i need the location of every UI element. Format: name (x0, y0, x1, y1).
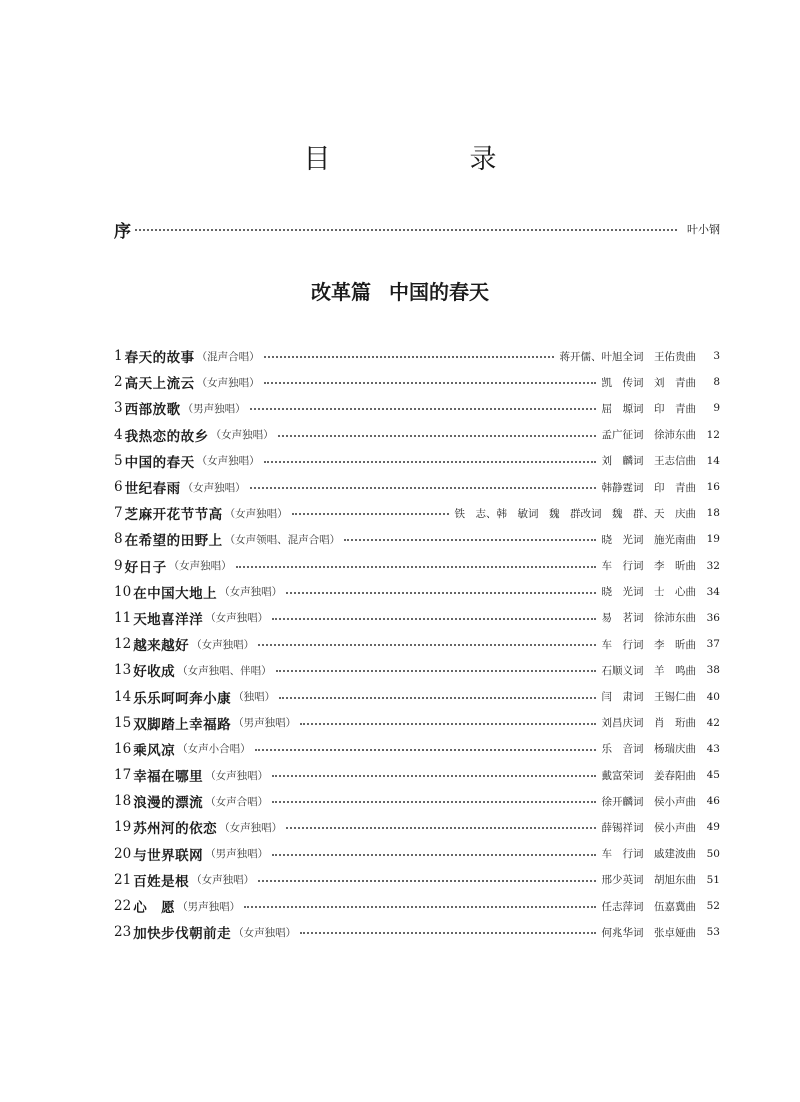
entry-voice-type: （女声领唱、混声合唱） (224, 533, 341, 546)
entry-title: 双脚踏上幸福路 (133, 716, 232, 733)
entry-voice-type: （女声独唱） (168, 560, 232, 573)
entry-title: 高天上流云 (124, 376, 195, 393)
entry-page-number: 18 (706, 507, 720, 520)
entry-voice-type: （女声独唱） (196, 376, 260, 389)
entry-page-number: 14 (706, 454, 720, 467)
entry-title: 越来越好 (133, 638, 190, 655)
dot-leader (255, 749, 596, 751)
entry-voice-type: （女声独唱） (196, 455, 260, 468)
toc-entry[interactable] (114, 683, 720, 709)
entry-page-number: 12 (706, 428, 720, 441)
entry-page-number: 46 (706, 795, 720, 808)
dot-leader (236, 566, 596, 568)
entry-credits: 凯 传词 刘 青曲 (601, 376, 696, 389)
entry-credits: 徐开麟词 侯小声曲 (601, 795, 696, 808)
dot-leader (272, 775, 595, 777)
entry-page-number: 49 (706, 821, 720, 834)
entry-page-number: 3 (713, 350, 720, 363)
toc-entry[interactable] (114, 919, 720, 945)
dot-leader (286, 592, 595, 594)
entry-number: 23 (114, 924, 132, 941)
entry-credits: 易 茗词 徐沛东曲 (601, 612, 696, 625)
entry-credits: 韩静霆词 印 青曲 (601, 481, 696, 494)
dot-leader (300, 932, 595, 934)
entry-voice-type: （女声独唱） (191, 638, 255, 651)
entry-page-number: 53 (706, 926, 720, 939)
dot-leader (258, 644, 595, 646)
entry-number: 10 (114, 583, 132, 600)
entry-credits: 晓 光词 施光南曲 (601, 533, 696, 546)
entry-voice-type: （男声独唱） (177, 900, 241, 913)
dot-leader (264, 382, 596, 384)
dot-leader (276, 670, 596, 672)
entry-voice-type: （女声独唱） (224, 507, 288, 520)
entry-credits: 车 行词 李 昕曲 (601, 560, 696, 573)
toc-entry[interactable] (114, 422, 720, 448)
entry-page-number: 45 (706, 769, 720, 782)
entry-number: 14 (114, 688, 132, 705)
entry-number: 7 (114, 505, 123, 522)
entry-page-number: 50 (706, 847, 720, 860)
toc-entry[interactable] (114, 841, 720, 867)
toc-entry[interactable] (114, 736, 720, 762)
entry-credits: 乐 音词 杨瑞庆曲 (601, 743, 696, 756)
entry-title: 芝麻开花节节高 (124, 507, 223, 524)
entry-page-number: 51 (706, 873, 720, 886)
entry-number: 20 (114, 845, 132, 862)
entry-voice-type: （女声独唱） (191, 874, 255, 887)
entry-number: 17 (114, 767, 132, 784)
entry-number: 5 (114, 452, 123, 469)
entry-title: 苏州河的依恋 (133, 821, 218, 838)
entry-number: 13 (114, 662, 132, 679)
entry-credits: 刘 麟词 王志信曲 (601, 455, 696, 468)
section-title (0, 276, 800, 308)
entry-voice-type: （女声独唱） (182, 481, 246, 494)
entry-number: 16 (114, 740, 132, 757)
entry-title: 百姓是根 (133, 873, 190, 890)
dot-leader (300, 723, 595, 725)
dot-leader (264, 356, 554, 358)
dot-leader (279, 697, 595, 699)
entry-title: 乐乐呵呵奔小康 (133, 690, 232, 707)
toc-entry[interactable] (114, 369, 720, 395)
toc-list (114, 343, 720, 945)
dot-leader (292, 513, 449, 515)
entry-page-number: 52 (706, 900, 720, 913)
entry-number: 12 (114, 636, 132, 653)
entry-credits: 任志萍词 伍嘉冀曲 (601, 900, 696, 913)
entry-credits: 闫 肃词 王锡仁曲 (601, 691, 696, 704)
entry-credits: 蒋开儒、叶旭全词 王佑贵曲 (559, 350, 696, 363)
entry-page-number: 40 (706, 690, 720, 703)
entry-page-number: 38 (706, 664, 720, 677)
toc-entry[interactable] (114, 474, 720, 500)
entry-title: 与世界联网 (133, 847, 204, 864)
entry-number: 3 (114, 400, 123, 417)
entry-page-number: 19 (706, 533, 720, 546)
toc-entry[interactable] (114, 814, 720, 840)
entry-page-number: 36 (706, 611, 720, 624)
entry-title: 在中国大地上 (133, 585, 218, 602)
toc-entry[interactable] (114, 657, 720, 683)
entry-title: 中国的春天 (124, 454, 195, 471)
page-title: 目 录 (303, 144, 553, 175)
dot-leader (272, 854, 595, 856)
entry-title: 我热恋的故乡 (124, 428, 209, 445)
entry-title: 春天的故事 (124, 350, 195, 367)
entry-voice-type: （女声独唱） (233, 926, 297, 939)
entry-voice-type: （男声独唱） (205, 848, 269, 861)
preface-label: 序 (114, 221, 131, 242)
entry-title: 世纪春雨 (124, 481, 181, 498)
toc-entry[interactable] (114, 579, 720, 605)
dot-leader (250, 487, 596, 489)
entry-number: 6 (114, 479, 123, 496)
entry-credits: 铁 志、韩 敏词 魏 群改词 魏 群、天 庆曲 (454, 507, 696, 520)
entry-number: 8 (114, 531, 123, 548)
entry-page-number: 37 (706, 638, 720, 651)
entry-title: 加快步伐朝前走 (133, 926, 232, 943)
entry-title: 浪漫的漂流 (133, 795, 204, 812)
dot-leader (264, 461, 596, 463)
entry-credits: 车 行词 戚建波曲 (601, 848, 696, 861)
entry-title: 天地喜洋洋 (133, 611, 204, 628)
toc-entry[interactable] (114, 500, 720, 526)
entry-number: 15 (114, 714, 132, 731)
toc-entry[interactable] (114, 788, 720, 814)
entry-number: 1 (114, 348, 123, 365)
entry-page-number: 8 (713, 376, 720, 389)
dot-leader (244, 906, 595, 908)
entry-voice-type: （独唱） (233, 691, 276, 704)
dot-leader (286, 827, 595, 829)
dot-leader (278, 435, 596, 437)
dot-leader (135, 229, 677, 231)
entry-voice-type: （混声合唱） (196, 350, 260, 363)
entry-credits: 屈 塬词 印 青曲 (601, 402, 696, 415)
entry-voice-type: （女声合唱） (205, 795, 269, 808)
entry-title: 在希望的田野上 (124, 533, 223, 550)
entry-page-number: 43 (706, 742, 720, 755)
entry-voice-type: （男声独唱） (233, 717, 297, 730)
entry-page-number: 9 (713, 402, 720, 415)
entry-voice-type: （女声独唱） (210, 429, 274, 442)
toc-entry[interactable] (114, 605, 720, 631)
entry-page-number: 42 (706, 716, 720, 729)
entry-credits: 薛锡祥词 侯小声曲 (601, 821, 696, 834)
dot-leader (344, 539, 595, 541)
entry-title: 幸福在哪里 (133, 769, 204, 786)
section-name: 中国的春天 (389, 280, 489, 304)
entry-voice-type: （女声独唱） (219, 821, 283, 834)
toc-entry[interactable] (114, 710, 720, 736)
entry-number: 22 (114, 898, 132, 915)
entry-voice-type: （女声独唱） (205, 612, 269, 625)
entry-title: 乘风凉 (133, 742, 176, 759)
entry-number: 19 (114, 819, 132, 836)
toc-entry[interactable] (114, 867, 720, 893)
entry-voice-type: （男声独唱） (182, 402, 246, 415)
toc-entry[interactable] (114, 343, 720, 369)
toc-entry[interactable] (114, 448, 720, 474)
dot-leader (272, 801, 595, 803)
entry-credits: 何兆华词 张卓娅曲 (601, 926, 696, 939)
entry-voice-type: （女声小合唱） (177, 743, 251, 756)
preface-entry[interactable] (114, 216, 720, 242)
section-part-label: 改革篇 (311, 280, 371, 304)
dot-leader (250, 408, 596, 410)
entry-number: 4 (114, 426, 123, 443)
entry-credits: 晓 光词 士 心曲 (601, 586, 696, 599)
toc-entry[interactable] (114, 631, 720, 657)
preface-author: 叶小钢 (687, 223, 720, 236)
entry-credits: 邢少英词 胡旭东曲 (601, 874, 696, 887)
entry-number: 11 (114, 609, 132, 626)
entry-page-number: 16 (706, 481, 720, 494)
toc-entry[interactable] (114, 553, 720, 579)
entry-title: 好日子 (124, 559, 167, 576)
entry-voice-type: （女声独唱、伴唱） (177, 664, 272, 677)
entry-credits: 车 行词 李 昕曲 (601, 638, 696, 651)
entry-credits: 孟广征词 徐沛东曲 (601, 429, 696, 442)
entry-title: 好收成 (133, 664, 176, 681)
entry-credits: 刘昌庆词 肖 珩曲 (601, 717, 696, 730)
toc-entry[interactable] (114, 893, 720, 919)
entry-voice-type: （女声独唱） (205, 769, 269, 782)
dot-leader (258, 880, 595, 882)
entry-credits: 石顺义词 羊 鸣曲 (601, 664, 696, 677)
entry-page-number: 32 (706, 559, 720, 572)
toc-entry[interactable] (114, 762, 720, 788)
toc-entry[interactable] (114, 395, 720, 421)
entry-number: 18 (114, 793, 132, 810)
entry-voice-type: （女声独唱） (219, 586, 283, 599)
entry-number: 21 (114, 871, 132, 888)
entry-number: 9 (114, 557, 123, 574)
entry-page-number: 34 (706, 585, 720, 598)
entry-title: 西部放歌 (124, 402, 181, 419)
entry-title: 心 愿 (133, 900, 176, 917)
entry-credits: 戴富荣词 姜春阳曲 (601, 769, 696, 782)
dot-leader (272, 618, 595, 620)
toc-entry[interactable] (114, 526, 720, 552)
entry-number: 2 (114, 374, 123, 391)
